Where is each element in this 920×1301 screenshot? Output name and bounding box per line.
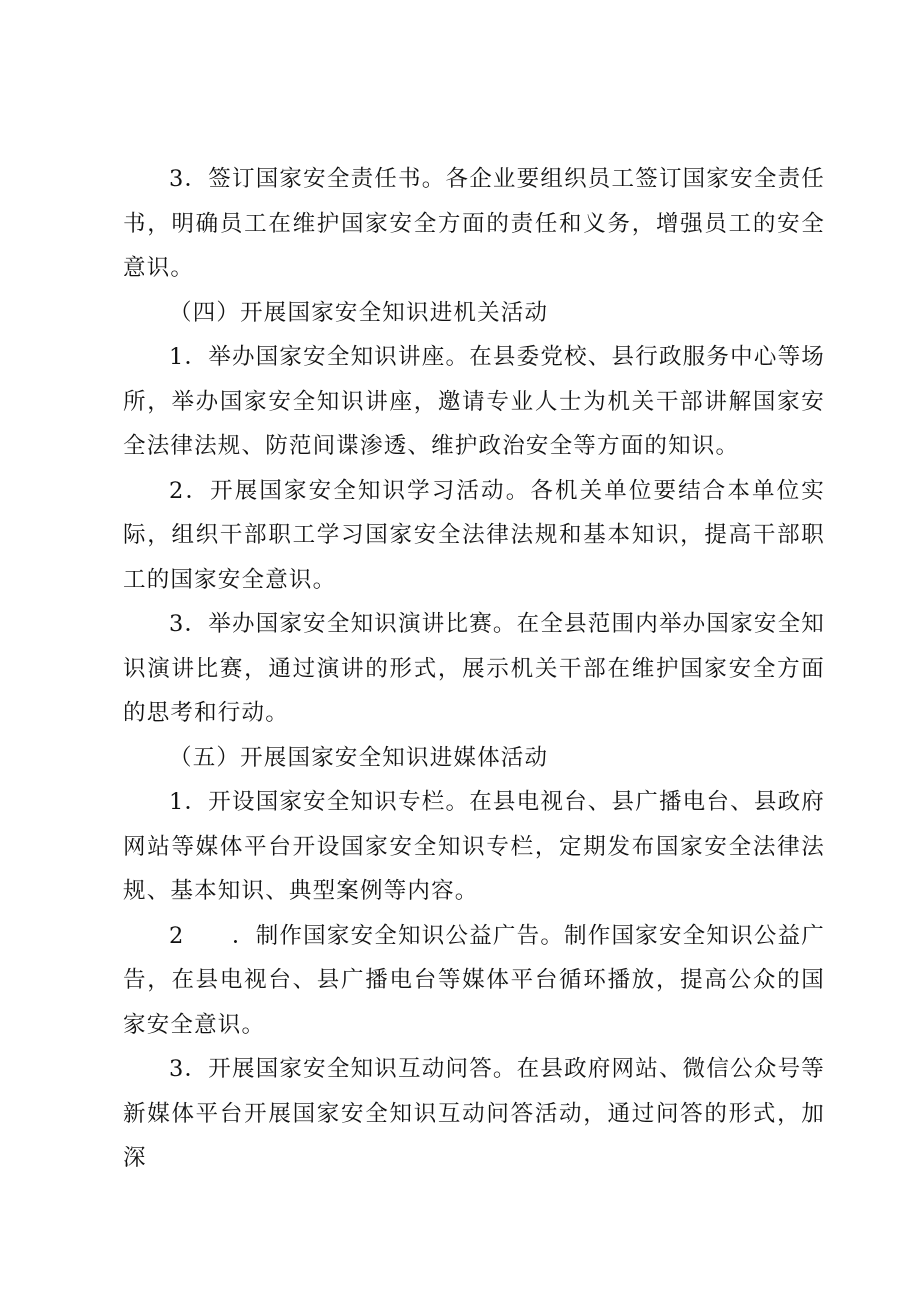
section-heading-government-agencies: （四）开展国家安全知识进机关活动: [169, 299, 549, 326]
paragraph-sign-responsibility: 3．签订国家安全责任书。各企业要组织员工签订国家安全责任书，明确员工在维护国家安全方面的责任和义务，增强员工的安全意识。: [123, 166, 825, 281]
paragraph-study-activities: 2．开展国家安全知识学习活动。各机关单位要结合本单位实际，组织干部职工学习国家安全法律法规和基本知识，提高干部职工的国家安全意识。: [123, 477, 825, 593]
paragraph-lectures: 1．举办国家安全知识讲座。在县委党校、县行政服务中心等场所，举办国家安全知识讲座，邀请专业人士为机关干部讲解国家安全法律法规、防范间谍渗透、维护政治安全等方面的知识。: [123, 344, 825, 459]
paragraph-speech-contest: 3．举办国家安全知识演讲比赛。在全县范围内举办国家安全知识演讲比赛，通过演讲的形式，展示机关干部在维护国家安全方面的思考和行动。: [123, 611, 825, 726]
paragraph-public-ads: 2 ．制作国家安全知识公益广告。制作国家安全知识公益广告，在县电视台、县广播电台等媒体平台循环播放，提高公众的国家安全意识。: [123, 922, 825, 1038]
paragraph-interactive-qa: 3．开展国家安全知识互动问答。在县政府网站、微信公众号等新媒体平台开展国家安全知识互动问答活动，通过问答的形式，加深: [123, 1056, 825, 1171]
paragraph-media-column: 1．开设国家安全知识专栏。在县电视台、县广播电台、县政府网站等媒体平台开设国家安全知识专栏，定期发布国家安全法律法规、基本知识、典型案例等内容。: [123, 789, 825, 904]
section-heading-media: （五）开展国家安全知识进媒体活动: [169, 744, 549, 771]
